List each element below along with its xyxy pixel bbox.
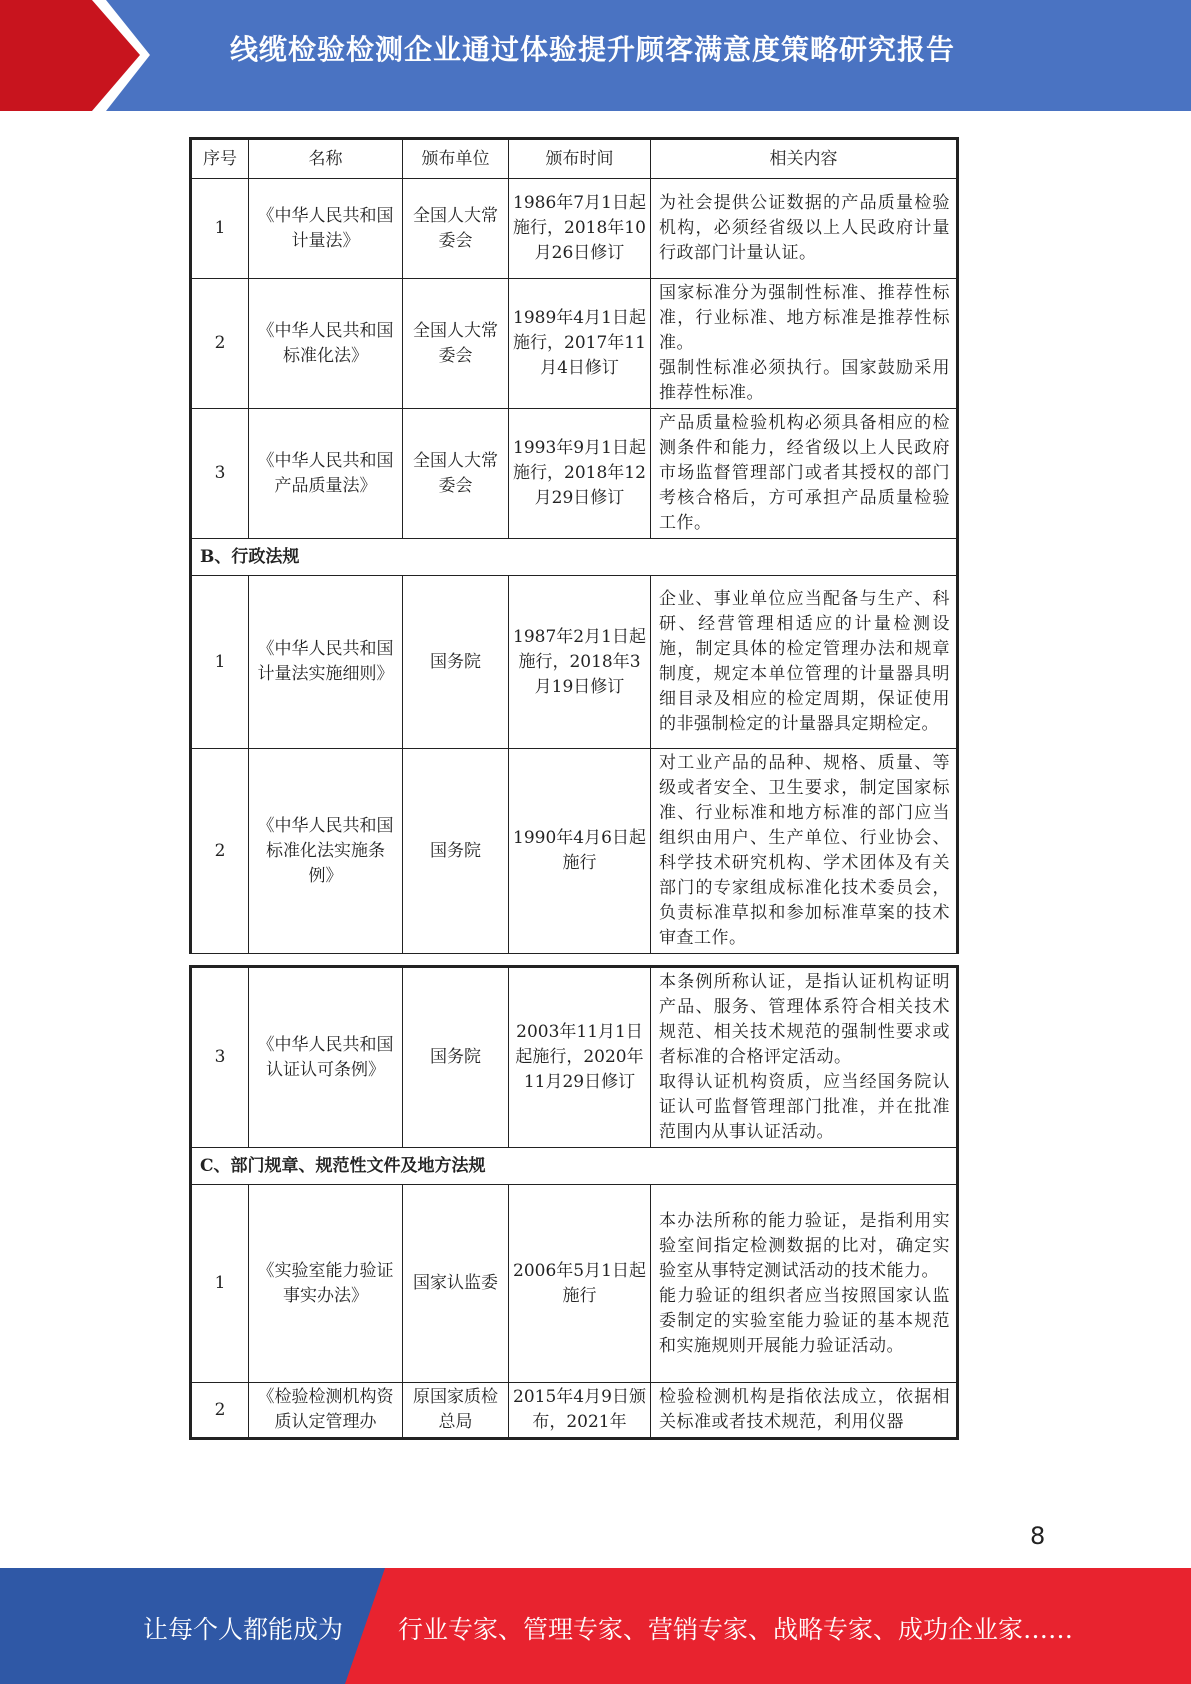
row-no: 2 [191, 1383, 249, 1439]
row-name: 《检验检测机构资质认定管理办 [249, 1383, 403, 1439]
page-footer [0, 1568, 1191, 1684]
table-row [191, 1383, 958, 1439]
row-no: 2 [191, 279, 249, 409]
column-header-name: 名称 [249, 139, 403, 179]
report-title: 线缆检验检测企业通过体验提升顾客满意度策略研究报告 [230, 33, 956, 66]
row-issuer: 国家认监委 [403, 1185, 509, 1383]
table-row [191, 409, 958, 539]
row-issuer: 全国人大常委会 [403, 279, 509, 409]
content-paragraph: 企业、事业单位应当配备与生产、科研、经营管理相适应的计量检测设施，制定具体的检定管理办法和规章制度，规定本单位管理的计量器具明细目录及相应的检定周期，保证使用的非强制检定的计量器具定期检定。 [659, 589, 950, 734]
row-content [651, 749, 958, 954]
row-name: 《中华人民共和国产品质量法》 [249, 409, 403, 539]
row-content [651, 967, 958, 1148]
row-issuer: 国务院 [403, 749, 509, 954]
footer-slogan-right: 行业专家、管理专家、营销专家、战略专家、成功企业家…… [398, 1615, 1074, 1644]
row-name: 《中华人民共和国计量法》 [249, 179, 403, 279]
row-date: 1990年4月6日起施行 [509, 749, 651, 954]
header-arrow-decoration [0, 0, 150, 111]
row-date: 1986年7月1日起施行，2018年10月26日修订 [509, 179, 651, 279]
content-paragraph: 国家标准分为强制性标准、推荐性标准，行业标准、地方标准是推荐性标准。 [659, 283, 950, 353]
content-paragraph: 本办法所称的能力验证，是指利用实验室间指定检测数据的比对，确定实验室从事特定测试活动的技术能力。 [659, 1210, 950, 1281]
row-name: 《中华人民共和国标准化法实施条例》 [249, 749, 403, 954]
row-no: 1 [191, 1185, 249, 1383]
row-no: 1 [191, 179, 249, 279]
column-header-content: 相关内容 [651, 139, 958, 179]
row-date: 2003年11月1日起施行，2020年11月29日修订 [509, 967, 651, 1148]
row-no: 3 [191, 967, 249, 1148]
row-name: 《实验室能力验证事实办法》 [249, 1185, 403, 1383]
row-issuer: 国务院 [403, 967, 509, 1148]
row-issuer: 全国人大常委会 [403, 409, 509, 539]
row-content [651, 576, 958, 749]
row-date: 1989年4月1日起施行，2017年11月4日修订 [509, 279, 651, 409]
row-name: 《中华人民共和国计量法实施细则》 [249, 576, 403, 749]
table-row [191, 576, 958, 749]
section-heading-b: B、行政法规 [191, 539, 958, 576]
regulations-table-continued [189, 965, 959, 1440]
row-content [651, 279, 958, 409]
page-number: 8 [1030, 1522, 1046, 1550]
table-header-row [191, 139, 958, 179]
row-name: 《中华人民共和国标准化法》 [249, 279, 403, 409]
page-header [0, 0, 1191, 111]
row-date: 1993年9月1日起施行，2018年12月29日修订 [509, 409, 651, 539]
content-paragraph: 为社会提供公证数据的产品质量检验机构，必须经省级以上人民政府计量行政部门计量认证。 [659, 193, 950, 263]
section-heading-c: C、部门规章、规范性文件及地方法规 [191, 1148, 958, 1185]
row-no: 3 [191, 409, 249, 539]
content-paragraph: 本条例所称认证，是指认证机构证明产品、服务、管理体系符合相关技术规范、相关技术规范的强制性要求或者标准的合格评定活动。 [659, 972, 950, 1067]
row-content [651, 1185, 958, 1383]
row-date: 2006年5月1日起施行 [509, 1185, 651, 1383]
table-row [191, 1185, 958, 1383]
content-paragraph: 产品质量检验机构必须具备相应的检测条件和能力，经省级以上人民政府市场监督管理部门或者其授权的部门考核合格后，方可承担产品质量检验工作。 [659, 413, 950, 533]
column-header-issuer: 颁布单位 [403, 139, 509, 179]
content-paragraph: 取得认证机构资质，应当经国务院认证认可监督管理部门批准，并在批准范围内从事认证活动。 [659, 1072, 950, 1142]
footer-slogan-left: 让每个人都能成为 [143, 1615, 344, 1644]
row-date: 2015年4月9日颁布，2021年 [509, 1383, 651, 1439]
row-issuer: 原国家质检总局 [403, 1383, 509, 1439]
row-no: 2 [191, 749, 249, 954]
column-header-date: 颁布时间 [509, 139, 651, 179]
section-row [191, 1148, 958, 1185]
row-no: 1 [191, 576, 249, 749]
table-row [191, 749, 958, 954]
column-header-no: 序号 [191, 139, 249, 179]
row-content [651, 409, 958, 539]
row-content [651, 1383, 958, 1439]
table-row [191, 967, 958, 1148]
row-date: 1987年2月1日起施行，2018年3月19日修订 [509, 576, 651, 749]
content-paragraph: 强制性标准必须执行。国家鼓励采用推荐性标准。 [659, 358, 950, 403]
row-issuer: 全国人大常委会 [403, 179, 509, 279]
row-content [651, 179, 958, 279]
row-issuer: 国务院 [403, 576, 509, 749]
content-paragraph: 能力验证的组织者应当按照国家认监委制定的实验室能力验证的基本规范和实施规则开展能力验证活动。 [659, 1285, 950, 1356]
row-name: 《中华人民共和国认证认可条例》 [249, 967, 403, 1148]
regulations-table [189, 137, 959, 954]
table-row [191, 179, 958, 279]
section-row [191, 539, 958, 576]
content-paragraph: 对工业产品的品种、规格、质量、等级或者安全、卫生要求，制定国家标准、行业标准和地方标准的部门应当组织由用户、生产单位、行业协会、科学技术研究机构、学术团体及有关部门的专家组成标准化技术委员会，负责标准草拟和参加标准草案的技术审查工作。 [659, 753, 950, 948]
table-row [191, 279, 958, 409]
content-paragraph: 检验检测机构是指依法成立，依据相关标准或者技术规范，利用仪器 [659, 1387, 950, 1432]
